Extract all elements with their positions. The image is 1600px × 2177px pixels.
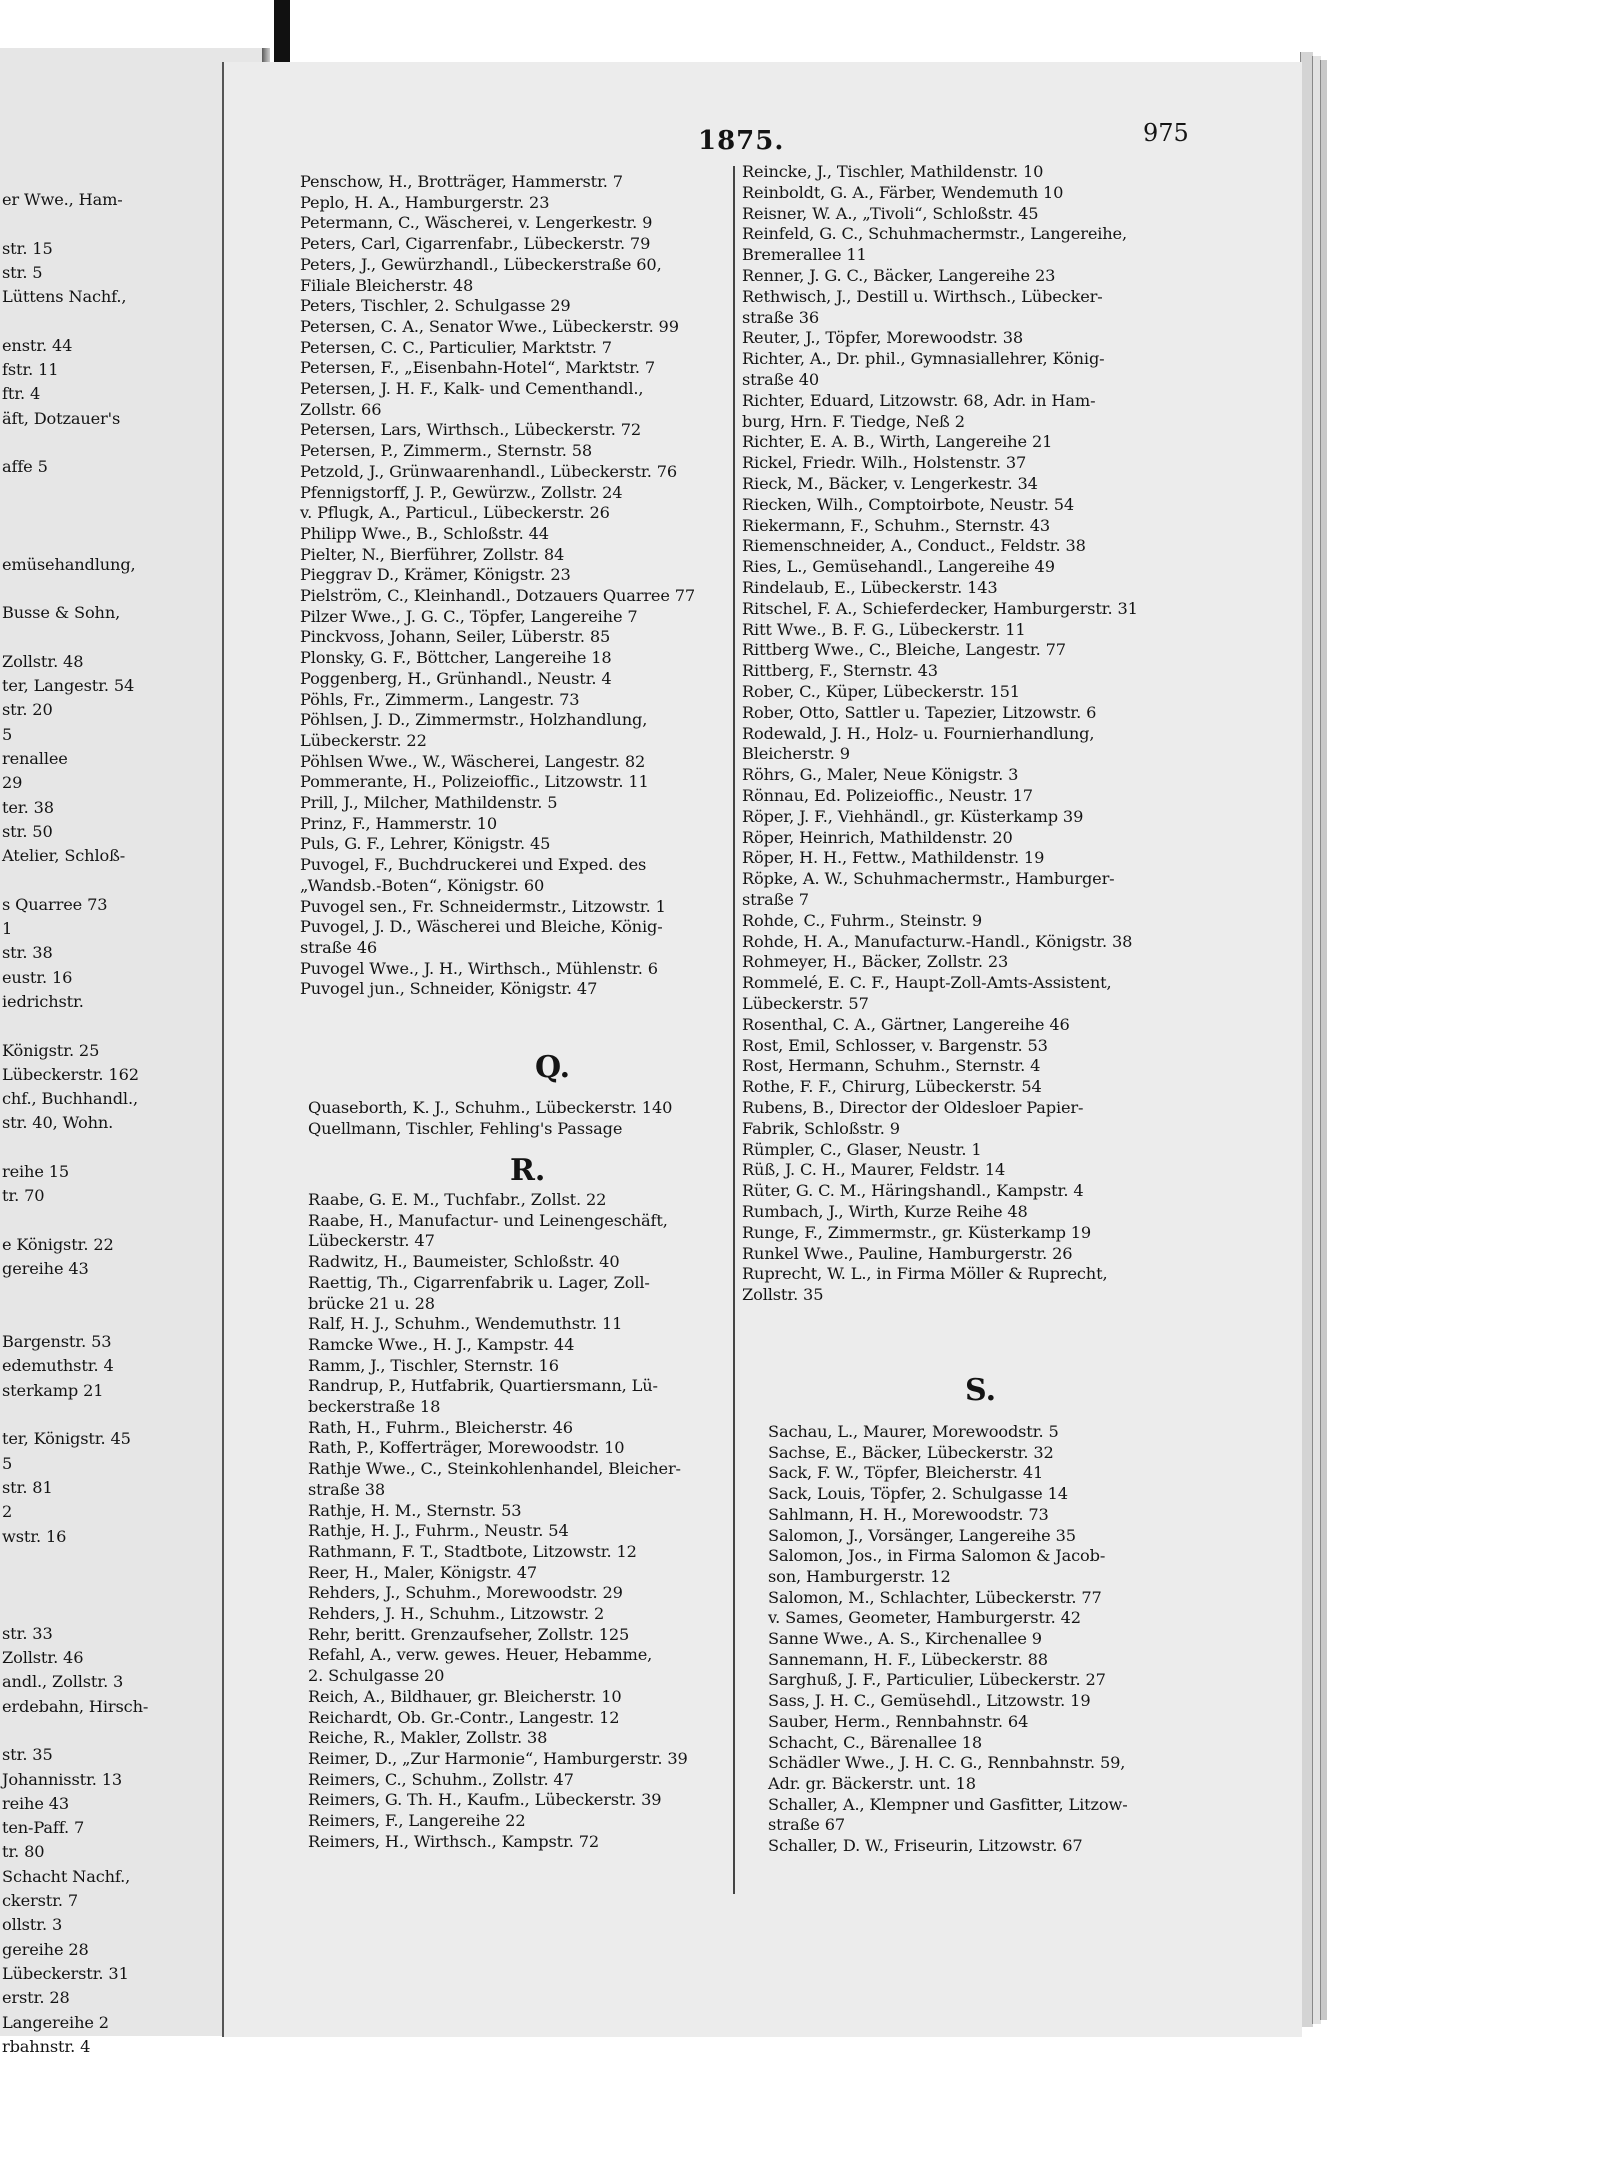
directory-entry: Philipp Wwe., B., Schloßstr. 44: [300, 523, 549, 543]
directory-entry: Petersen, P., Zimmerm., Sternstr. 58: [300, 441, 593, 461]
directory-entry: Rehders, J. H., Schuhm., Litzowstr. 2: [308, 1604, 605, 1623]
directory-entry: brücke 21 u. 28: [308, 1293, 435, 1313]
directory-entry: Reimers, F., Langereihe 22: [308, 1811, 526, 1830]
directory-entry: Lübeckerstr. 47: [308, 1231, 435, 1251]
directory-entry: Petersen, J. H. F., Kalk- und Cementhandl.,: [300, 379, 644, 398]
directory-entry: Refahl, A., verw. gewes. Heuer, Hebamme,: [308, 1645, 653, 1665]
directory-entry: Rehders, J., Schuhm., Morewoodstr. 29: [308, 1583, 623, 1603]
left-page-fragment: emüsehandlung,: [2, 554, 136, 574]
directory-entry: Reimers, H., Wirthsch., Kampstr. 72: [308, 1831, 600, 1851]
directory-entry: Reimers, C., Schuhm., Zollstr. 47: [308, 1769, 574, 1789]
left-page-fragment: Busse & Sohn,: [2, 603, 121, 623]
directory-entry: Pielter, N., Bierführer, Zollstr. 84: [300, 544, 565, 564]
directory-entry: Pöhlsen, J. D., Zimmermstr., Holzhandlung,: [300, 710, 648, 730]
directory-entry: Peters, J., Gewürzhandl., Lübeckerstraße 60,: [300, 254, 662, 274]
directory-entry: Schacht, C., Bärenallee 18: [768, 1732, 983, 1752]
directory-entry: Pommerante, H., Polizeioffic., Litzowstr. 11: [300, 772, 649, 792]
left-page-fragment: Lübeckerstr. 31: [2, 1963, 129, 1983]
directory-entry: Runge, F., Zimmermstr., gr. Küsterkamp 19: [742, 1222, 1092, 1242]
directory-entry: Petersen, F., „Eisenbahn-Hotel“, Marktstr. 7: [300, 358, 656, 378]
directory-entry: Reinboldt, G. A., Färber, Wendemuth 10: [742, 182, 1064, 202]
directory-entry: Schaller, D. W., Friseurin, Litzowstr. 67: [768, 1836, 1083, 1855]
directory-entry: Rohmeyer, H., Bäcker, Zollstr. 23: [742, 952, 1009, 972]
directory-entry: Poggenberg, H., Grünhandl., Neustr. 4: [300, 668, 612, 688]
left-page-fragment: eustr. 16: [2, 967, 73, 987]
left-page-fragment: andl., Zollstr. 3: [2, 1672, 124, 1692]
left-page-fragment: Zollstr. 46: [2, 1648, 84, 1667]
directory-entry: Rieck, M., Bäcker, v. Lengerkestr. 34: [742, 474, 1038, 493]
directory-entry: Zollstr. 35: [742, 1285, 824, 1305]
left-page-fragment: str. 33: [2, 1623, 53, 1643]
directory-entry: Pinckvoss, Johann, Seiler, Lüberstr. 85: [300, 627, 611, 647]
left-page-fragment: Schacht Nachf.,: [2, 1866, 131, 1886]
left-page-fragment: ter. 38: [2, 797, 54, 817]
directory-entry: straße 40: [742, 370, 819, 389]
column-divider: [733, 166, 735, 1894]
directory-entry: Peplo, H. A., Hamburgerstr. 23: [300, 192, 550, 212]
directory-entry: Fabrik, Schloßstr. 9: [742, 1118, 900, 1138]
directory-entry: Petersen, C. C., Particulier, Marktstr. 7: [300, 337, 612, 357]
directory-entry: Sack, Louis, Töpfer, 2. Schulgasse 14: [768, 1484, 1068, 1504]
directory-entry: Adr. gr. Bäckerstr. unt. 18: [768, 1773, 976, 1793]
directory-entry: Ralf, H. J., Schuhm., Wendemuthstr. 11: [308, 1314, 623, 1334]
directory-entry: Reisner, W. A., „Tivoli“, Schloßstr. 45: [742, 203, 1039, 223]
directory-entry: Rubens, B., Director der Oldesloer Papier-: [742, 1098, 1084, 1117]
directory-entry: Pöhlsen Wwe., W., Wäscherei, Langestr. 82: [300, 751, 646, 771]
directory-entry: Reer, H., Maler, Königstr. 47: [308, 1562, 538, 1582]
directory-entry: Sanne Wwe., A. S., Kirchenallee 9: [768, 1629, 1042, 1648]
section-heading-r: R.: [510, 1153, 546, 1188]
left-page-fragment: reihe 43: [2, 1793, 70, 1813]
left-page-fragment: tr. 70: [2, 1186, 45, 1206]
left-page-fragment: Lübeckerstr. 162: [2, 1064, 139, 1084]
directory-entry: Renner, J. G. C., Bäcker, Langereihe 23: [742, 266, 1056, 285]
directory-entry: Rober, C., Küper, Lübeckerstr. 151: [742, 682, 1020, 701]
left-page-fragment: ollstr. 3: [2, 1915, 63, 1935]
left-page-fragment: Johannisstr. 13: [2, 1769, 123, 1789]
directory-entry: Reich, A., Bildhauer, gr. Bleicherstr. 10: [308, 1686, 622, 1706]
left-page-fragment: tr. 80: [2, 1842, 45, 1862]
directory-entry: Richter, A., Dr. phil., Gymnasiallehrer, König-: [742, 349, 1105, 369]
directory-entry: Runkel Wwe., Pauline, Hamburgerstr. 26: [742, 1243, 1073, 1263]
directory-entry: son, Hamburgerstr. 12: [768, 1566, 951, 1586]
left-page-fragment: Atelier, Schloß-: [2, 846, 126, 866]
left-page-fragment: enstr. 44: [2, 335, 73, 355]
directory-entry: „Wandsb.-Boten“, Königstr. 60: [300, 875, 545, 895]
directory-entry: Petzold, J., Grünwaarenhandl., Lübeckerstr. 76: [300, 461, 677, 481]
directory-entry: Rickel, Friedr. Wilh., Holstenstr. 37: [742, 453, 1027, 473]
directory-entry: Röpke, A. W., Schuhmachermstr., Hamburger-: [742, 869, 1115, 889]
left-page-fragment: e Königstr. 22: [2, 1234, 114, 1254]
directory-entry: Prinz, F., Hammerstr. 10: [300, 813, 498, 833]
left-page-fragment: str. 20: [2, 700, 53, 720]
directory-entry: Puls, G. F., Lehrer, Königstr. 45: [300, 834, 551, 854]
directory-entry: Rönnau, Ed. Polizeioffic., Neustr. 17: [742, 786, 1033, 805]
directory-entry: Lübeckerstr. 22: [300, 730, 427, 750]
directory-entry: Rüter, G. C. M., Häringshandl., Kampstr. 4: [742, 1181, 1084, 1201]
directory-entry: Pielström, C., Kleinhandl., Dotzauers Quarree 77: [300, 586, 696, 605]
directory-entry: Schädler Wwe., J. H. C. G., Rennbahnstr. 59,: [768, 1753, 1126, 1773]
directory-entry: Lübeckerstr. 57: [742, 994, 869, 1013]
left-page-fragment: 5: [2, 1453, 13, 1473]
directory-entry: Penschow, H., Brotträger, Hammerstr. 7: [300, 172, 623, 191]
left-page-fragment: sterkamp 21: [2, 1380, 104, 1400]
directory-entry: Petersen, C. A., Senator Wwe., Lübeckerstr. 99: [300, 316, 679, 336]
directory-entry: Rathje, H. M., Sternstr. 53: [308, 1500, 522, 1520]
directory-entry: v. Sames, Geometer, Hamburgerstr. 42: [768, 1608, 1081, 1628]
left-page-fragment: str. 35: [2, 1745, 53, 1765]
directory-entry: Pilzer Wwe., J. G. C., Töpfer, Langereihe 7: [300, 606, 638, 626]
directory-entry: Randrup, P., Hutfabrik, Quartiersmann, Lü-: [308, 1376, 658, 1396]
directory-entry: Raabe, G. E. M., Tuchfabr., Zollst. 22: [308, 1190, 607, 1209]
directory-entry: Raabe, H., Manufactur- und Leinengeschäft,: [308, 1210, 668, 1230]
directory-entry: Plonsky, G. F., Böttcher, Langereihe 18: [300, 648, 612, 668]
left-page-fragment: str. 5: [2, 262, 43, 282]
left-page-fragment: 1: [2, 919, 13, 938]
directory-entry: Zollstr. 66: [300, 399, 382, 419]
left-page-fragment: str. 15: [2, 238, 53, 258]
left-page-fragment: fstr. 11: [2, 360, 59, 380]
page-number: 975: [1143, 119, 1189, 147]
left-page-fragment: 5: [2, 724, 13, 744]
directory-entry: Rümpler, C., Glaser, Neustr. 1: [742, 1139, 982, 1159]
directory-entry: Pieggrav D., Krämer, Königstr. 23: [300, 565, 571, 585]
directory-entry: Sachse, E., Bäcker, Lübeckerstr. 32: [768, 1442, 1054, 1462]
page-edge-3: [1320, 60, 1327, 2020]
left-page-fragment: renallee: [2, 748, 68, 768]
directory-entry: Riekermann, F., Schuhm., Sternstr. 43: [742, 515, 1051, 535]
directory-entry: Rothe, F. F., Chirurg, Lübeckerstr. 54: [742, 1077, 1042, 1097]
directory-entry: Ritschel, F. A., Schieferdecker, Hamburgerstr. 31: [742, 598, 1138, 618]
left-page-fragment: iedrichstr.: [2, 991, 84, 1011]
left-page-fragment: s Quarree 73: [2, 894, 108, 914]
directory-entry: Ritt Wwe., B. F. G., Lübeckerstr. 11: [742, 619, 1026, 639]
left-page-fragment: Lüttens Nachf.,: [2, 287, 127, 307]
left-page-fragment: erstr. 28: [2, 1988, 70, 2008]
left-page-fragment: Zollstr. 48: [2, 651, 84, 671]
directory-entry: Reiche, R., Makler, Zollstr. 38: [308, 1728, 548, 1748]
running-header-year: 1875.: [698, 126, 785, 156]
directory-entry: straße 7: [742, 890, 809, 909]
left-page-fragment: ckerstr. 7: [2, 1891, 79, 1910]
directory-entry: Rathje, H. J., Fuhrm., Neustr. 54: [308, 1521, 569, 1541]
directory-entry: Sarghuß, J. F., Particulier, Lübeckerstr. 27: [768, 1670, 1106, 1690]
directory-entry: Rath, H., Fuhrm., Bleicherstr. 46: [308, 1417, 573, 1437]
directory-entry: Rommelé, E. C. F., Haupt-Zoll-Amts-Assistent,: [742, 973, 1112, 993]
directory-entry: Reimers, G. Th. H., Kaufm., Lübeckerstr. 39: [308, 1790, 662, 1810]
directory-entry: Quellmann, Tischler, Fehling's Passage: [308, 1118, 623, 1138]
directory-entry: Salomon, M., Schlachter, Lübeckerstr. 77: [768, 1587, 1102, 1607]
section-heading-q: Q.: [535, 1050, 571, 1085]
directory-entry: Petermann, C., Wäscherei, v. Lengerkestr. 9: [300, 213, 653, 233]
directory-entry: straße 38: [308, 1479, 385, 1499]
directory-entry: Raettig, Th., Cigarrenfabrik u. Lager, Zoll-: [308, 1272, 650, 1292]
directory-entry: Sahlmann, H. H., Morewoodstr. 73: [768, 1504, 1049, 1524]
left-page-fragment: str. 40, Wohn.: [2, 1113, 114, 1133]
directory-entry: Riecken, Wilh., Comptoirbote, Neustr. 54: [742, 494, 1075, 514]
directory-entry: Rathje Wwe., C., Steinkohlenhandel, Bleicher-: [308, 1459, 681, 1479]
directory-entry: Bleicherstr. 9: [742, 744, 850, 764]
directory-entry: 2. Schulgasse 20: [308, 1666, 445, 1686]
directory-entry: Rohde, C., Fuhrm., Steinstr. 9: [742, 910, 983, 930]
directory-entry: Röper, J. F., Viehhändl., gr. Küsterkamp 39: [742, 806, 1084, 826]
directory-entry: Schaller, A., Klempner und Gasfitter, Litzow-: [768, 1794, 1128, 1814]
directory-entry: Peters, Tischler, 2. Schulgasse 29: [300, 296, 571, 316]
directory-entry: Filiale Bleicherstr. 48: [300, 275, 474, 295]
directory-entry: Rober, Otto, Sattler u. Tapezier, Litzowstr. 6: [742, 702, 1097, 722]
directory-entry: Sack, F. W., Töpfer, Bleicherstr. 41: [768, 1463, 1044, 1483]
left-page-fragment: Königstr. 25: [2, 1040, 100, 1060]
left-page-fragment: 2: [2, 1502, 13, 1522]
directory-entry: Sauber, Herm., Rennbahnstr. 64: [768, 1711, 1029, 1731]
directory-entry: v. Pflugk, A., Particul., Lübeckerstr. 26: [300, 503, 610, 523]
left-page-fragment: str. 50: [2, 821, 53, 841]
left-page-fragment: gereihe 28: [2, 1939, 89, 1959]
directory-entry: Röhrs, G., Maler, Neue Königstr. 3: [742, 765, 1019, 785]
directory-entry: Röper, Heinrich, Mathildenstr. 20: [742, 827, 1013, 847]
directory-entry: Puvogel, F., Buchdruckerei und Exped. des: [300, 855, 647, 875]
directory-entry: Sass, J. H. C., Gemüsehdl., Litzowstr. 19: [768, 1691, 1091, 1711]
left-page-fragment: 29: [2, 773, 23, 793]
left-page-fragment: str. 81: [2, 1477, 53, 1497]
directory-entry: Rath, P., Kofferträger, Morewoodstr. 10: [308, 1438, 625, 1458]
directory-entry: Quaseborth, K. J., Schuhm., Lübeckerstr. 140: [308, 1098, 673, 1117]
left-page-fragment: gereihe 43: [2, 1259, 89, 1279]
directory-entry: Petersen, Lars, Wirthsch., Lübeckerstr. 72: [300, 420, 642, 440]
directory-entry: Reichardt, Ob. Gr.-Contr., Langestr. 12: [308, 1707, 620, 1727]
left-page-fragment: wstr. 16: [2, 1526, 67, 1546]
left-page-fragment: affe 5: [2, 457, 48, 477]
left-page-fragment: rbahnstr. 4: [2, 2036, 91, 2056]
directory-entry: Ramcke Wwe., H. J., Kampstr. 44: [308, 1334, 575, 1354]
directory-entry: Rüß, J. C. H., Maurer, Feldstr. 14: [742, 1160, 1006, 1180]
directory-entry: Rathmann, F. T., Stadtbote, Litzowstr. 12: [308, 1541, 637, 1561]
directory-entry: Richter, Eduard, Litzowstr. 68, Adr. in Ham-: [742, 390, 1096, 410]
directory-entry: straße 46: [300, 937, 377, 957]
directory-entry: Puvogel Wwe., J. H., Wirthsch., Mühlenstr. 6: [300, 958, 658, 978]
left-page-fragment: ftr. 4: [2, 384, 41, 404]
section-heading-s: S.: [965, 1373, 997, 1408]
directory-entry: Richter, E. A. B., Wirth, Langereihe 21: [742, 432, 1053, 452]
directory-entry: Prill, J., Milcher, Mathildenstr. 5: [300, 793, 558, 812]
directory-entry: Sannemann, H. F., Lübeckerstr. 88: [768, 1649, 1048, 1669]
directory-entry: Puvogel, J. D., Wäscherei und Bleiche, König-: [300, 917, 663, 937]
left-page-fragment: str. 38: [2, 943, 53, 963]
left-page-fragment: Bargenstr. 53: [2, 1332, 112, 1352]
directory-entry: Radwitz, H., Baumeister, Schloßstr. 40: [308, 1252, 620, 1272]
directory-entry: Pöhls, Fr., Zimmerm., Langestr. 73: [300, 689, 580, 709]
directory-entry: Rosenthal, C. A., Gärtner, Langereihe 46: [742, 1014, 1070, 1034]
directory-entry: burg, Hrn. F. Tiedge, Neß 2: [742, 411, 965, 431]
directory-entry: Rehr, beritt. Grenzaufseher, Zollstr. 125: [308, 1624, 630, 1644]
directory-entry: Bremerallee 11: [742, 245, 867, 265]
directory-entry: straße 67: [768, 1815, 845, 1835]
directory-entry: Ruprecht, W. L., in Firma Möller & Ruprecht,: [742, 1264, 1108, 1284]
directory-entry: Reinfeld, G. C., Schuhmachermstr., Langereihe,: [742, 224, 1127, 244]
left-page-fragment: er Wwe., Ham-: [2, 190, 123, 209]
directory-entry: Rost, Hermann, Schuhm., Sternstr. 4: [742, 1056, 1041, 1076]
left-page-fragment: edemuthstr. 4: [2, 1356, 114, 1376]
directory-entry: straße 36: [742, 307, 819, 327]
directory-entry: Puvogel sen., Fr. Schneidermstr., Litzowstr. 1: [300, 896, 666, 916]
left-page-fragment: ter, Königstr. 45: [2, 1429, 131, 1449]
directory-entry: Reuter, J., Töpfer, Morewoodstr. 38: [742, 328, 1024, 348]
directory-entry: Pfennigstorff, J. P., Gewürzw., Zollstr. 24: [300, 482, 623, 502]
directory-entry: Rindelaub, E., Lübeckerstr. 143: [742, 578, 998, 597]
directory-entry: Ramm, J., Tischler, Sternstr. 16: [308, 1355, 559, 1375]
left-page-fragment: erdebahn, Hirsch-: [2, 1696, 149, 1716]
directory-entry: Peters, Carl, Cigarrenfabr., Lübeckerstr. 79: [300, 234, 651, 254]
directory-entry: Sachau, L., Maurer, Morewoodstr. 5: [768, 1422, 1059, 1441]
directory-entry: Salomon, Jos., in Firma Salomon & Jacob-: [768, 1546, 1106, 1566]
left-page-fragment: chf., Buchhandl.,: [2, 1089, 138, 1109]
directory-entry: Rohde, H. A., Manufacturw.-Handl., Königstr. 38: [742, 931, 1133, 951]
left-page-fragment: ten-Paff. 7: [2, 1818, 85, 1838]
left-page-fragment: ter, Langestr. 54: [2, 676, 135, 695]
directory-entry: Rittberg Wwe., C., Bleiche, Langestr. 77: [742, 640, 1066, 660]
directory-entry: Riemenschneider, A., Conduct., Feldstr. 38: [742, 536, 1086, 556]
left-page-fragment: Langereihe 2: [2, 2012, 109, 2032]
directory-entry: Rost, Emil, Schlosser, v. Bargenstr. 53: [742, 1035, 1048, 1055]
directory-entry: Rittberg, F., Sternstr. 43: [742, 661, 938, 681]
directory-entry: beckerstraße 18: [308, 1397, 441, 1416]
directory-entry: Reimer, D., „Zur Harmonie“, Hamburgerstr. 39: [308, 1748, 688, 1768]
directory-entry: Rumbach, J., Wirth, Kurze Reihe 48: [742, 1202, 1028, 1221]
left-page-fragment: äft, Dotzauer's: [2, 408, 121, 428]
left-page-fragment: reihe 15: [2, 1162, 70, 1181]
directory-entry: Puvogel jun., Schneider, Königstr. 47: [300, 979, 598, 999]
directory-entry: Salomon, J., Vorsänger, Langereihe 35: [768, 1525, 1076, 1545]
directory-entry: Reincke, J., Tischler, Mathildenstr. 10: [742, 162, 1044, 181]
directory-entry: Röper, H. H., Fettw., Mathildenstr. 19: [742, 848, 1045, 868]
directory-entry: Ries, L., Gemüsehandl., Langereihe 49: [742, 557, 1055, 577]
directory-entry: Rodewald, J. H., Holz- u. Fournierhandlung,: [742, 723, 1095, 743]
directory-entry: Rethwisch, J., Destill u. Wirthsch., Lübecker-: [742, 286, 1103, 306]
